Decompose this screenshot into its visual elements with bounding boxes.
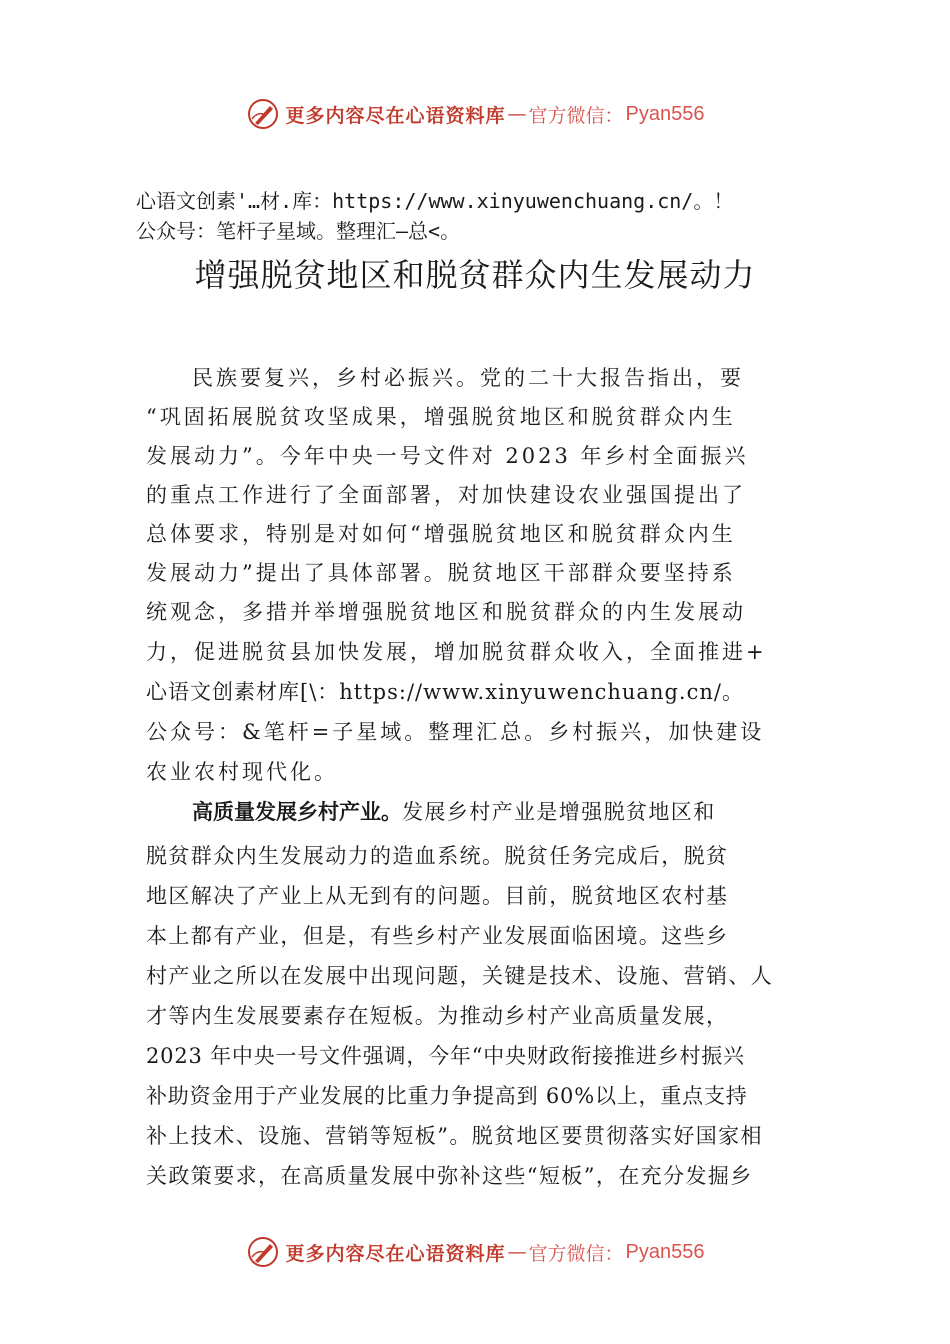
bottom-watermark-banner [0, 1232, 950, 1272]
text-line: 的重点工作进行了全面部署，对加快建设农业强国提出了 [146, 483, 746, 507]
banner-wechat-label: 官方微信： [528, 1242, 624, 1265]
text-line: 公众号：&笔杆=子星域。整理汇总。乡村振兴，加快建设 [146, 720, 765, 744]
text-line: 才等内生发展要素存在短板。为推动乡村产业高质量发展， [146, 1004, 729, 1028]
banner-separator: — [507, 1241, 527, 1263]
text-line: 统观念，多措并举增强脱贫地区和脱贫群众的内生发展动 [146, 600, 746, 624]
text-line: 2023 年中央一号文件强调，今年“中央财政衔接推进乡村振兴 [146, 1044, 745, 1068]
text-line: 村产业之所以在发展中出现问题，关键是技术、设施、营销、人 [146, 964, 774, 988]
paragraph-lead: 高质量发展乡村产业。 [192, 800, 402, 824]
text-line: 发展动力”。今年中央一号文件对 2023 年乡村全面振兴 [146, 444, 749, 468]
text-line: 脱贫群众内生发展动力的造血系统。脱贫任务完成后，脱贫 [146, 844, 729, 868]
text-line [192, 796, 872, 826]
document-title: 增强脱贫地区和脱贫群众内生发展动力 [194, 256, 756, 294]
text-line: 发展动力”提出了具体部署。脱贫地区干部群众要坚持系 [146, 561, 736, 585]
text-line: 民族要复兴，乡村必振兴。党的二十大报告指出，要 [192, 366, 744, 390]
text-line: 心语文创素材库[\：https://www.xinyuwenchuang.cn/。 [146, 680, 744, 704]
text-line: 关政策要求，在高质量发展中弥补这些“短板”，在充分发掘乡 [146, 1164, 753, 1188]
text-line: 补助资金用于产业发展的比重力争提高到 60%以上，重点支持 [146, 1084, 748, 1108]
text-line: 地区解决了产业上从无到有的问题。目前，脱贫地区农村基 [146, 884, 729, 908]
text-line: 本上都有产业，但是，有些乡村产业发展面临困境。这些乡 [146, 924, 729, 948]
text-span: 发展乡村产业是增强脱贫地区和 [402, 800, 716, 824]
text-line: 补上技术、设施、营销等短板”。脱贫地区要贯彻落实好国家相 [146, 1124, 763, 1148]
text-line: 农业农村现代化。 [146, 760, 338, 784]
top-watermark-banner [0, 94, 950, 134]
source-line: 公众号：笔杆子星域。整理汇—总<。 [136, 219, 461, 243]
pen-logo-icon [246, 1235, 280, 1269]
text-line: 力，促进脱贫县加快发展，增加脱贫群众收入，全面推进+ [146, 640, 767, 664]
banner-wechat-label: 官方微信： [528, 104, 624, 127]
banner-text: 更多内容尽在心语资料库 [285, 1242, 506, 1265]
source-line: 心语文创素'…材.库：https://www.xinyuwenchuang.cn/。！ [136, 189, 734, 213]
banner-wechat-id: Pyan556 [625, 102, 705, 125]
banner-wechat-id: Pyan556 [625, 1240, 705, 1263]
banner-text: 更多内容尽在心语资料库 [285, 104, 506, 127]
text-line: “巩固拓展脱贫攻坚成果，增强脱贫地区和脱贫群众内生 [146, 405, 736, 429]
text-line: 总体要求，特别是对如何“增强脱贫地区和脱贫群众内生 [146, 522, 736, 546]
pen-logo-icon [246, 97, 280, 131]
banner-separator: — [507, 103, 527, 125]
